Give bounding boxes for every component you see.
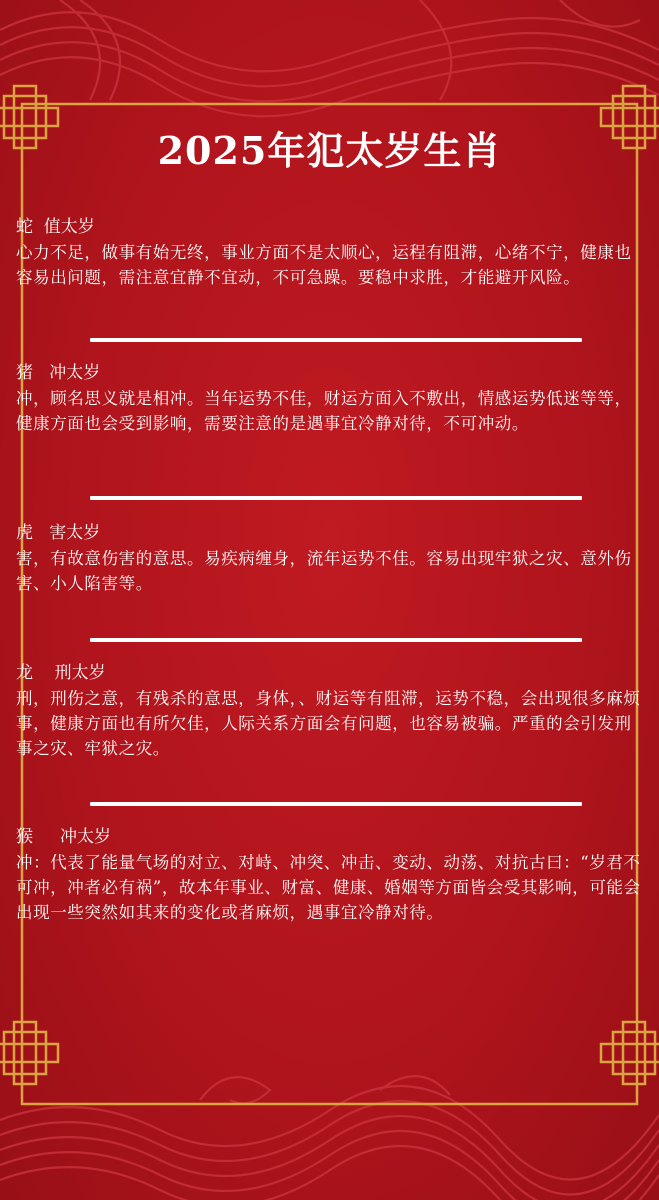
section-monkey [16,824,641,925]
section-snake [16,214,641,290]
section-heading: 猴 冲太岁 [16,827,112,847]
section-divider [90,802,582,806]
section-divider [90,638,582,642]
section-body: 心力不足，做事有始无终，事业方面不是太顺心，运程有阻滞，心绪不宁，健康也容易出问题，需注意宜静不宜动，不可急躁。要稳中求胜，才能避开风险。 [16,243,632,287]
section-divider [90,496,582,500]
section-heading: 蛇 值太岁 [16,217,95,237]
section-heading: 虎 害太岁 [16,523,101,543]
top-wave-pattern [0,0,659,116]
page-title: 2025年犯太岁生肖 [157,128,502,173]
section-tiger [16,520,641,596]
section-pig [16,360,641,436]
section-body: 害，有故意伤害的意思。易疾病缠身，流年运势不佳。容易出现牢狱之灾、意外伤害、小人陷害等。 [16,549,632,593]
section-body: 冲，顾名思义就是相冲。当年运势不佳，财运方面入不敷出，情感运势低迷等等，健康方面也会受到影响，需要注意的是遇事宜冷静对待，不可冲动。 [16,389,632,433]
section-dragon [16,660,641,761]
bottom-wave-pattern [0,1076,659,1200]
section-heading: 龙 刑太岁 [16,663,106,683]
section-body: 冲：代表了能量气场的对立、对峙、冲突、冲击、变动、动荡、对抗古曰：“岁君不可冲，冲者必有祸”，故本年事业、财富、健康、婚姻等方面皆会受其影响，可能会出现一些突然如其来的变化或者麻烦，遇事宜冷静对待。 [16,853,641,922]
section-body: 刑，刑伤之意，有残杀的意思，身体，、财运等有阻滞，运势不稳，会出现很多麻烦事，健康方面也有所欠佳，人际关系方面会有问题，也容易被骗。严重的会引发刑事之灾、牢狱之灾。 [16,689,641,758]
section-divider [90,338,582,342]
section-heading: 猪 冲太岁 [16,363,101,383]
